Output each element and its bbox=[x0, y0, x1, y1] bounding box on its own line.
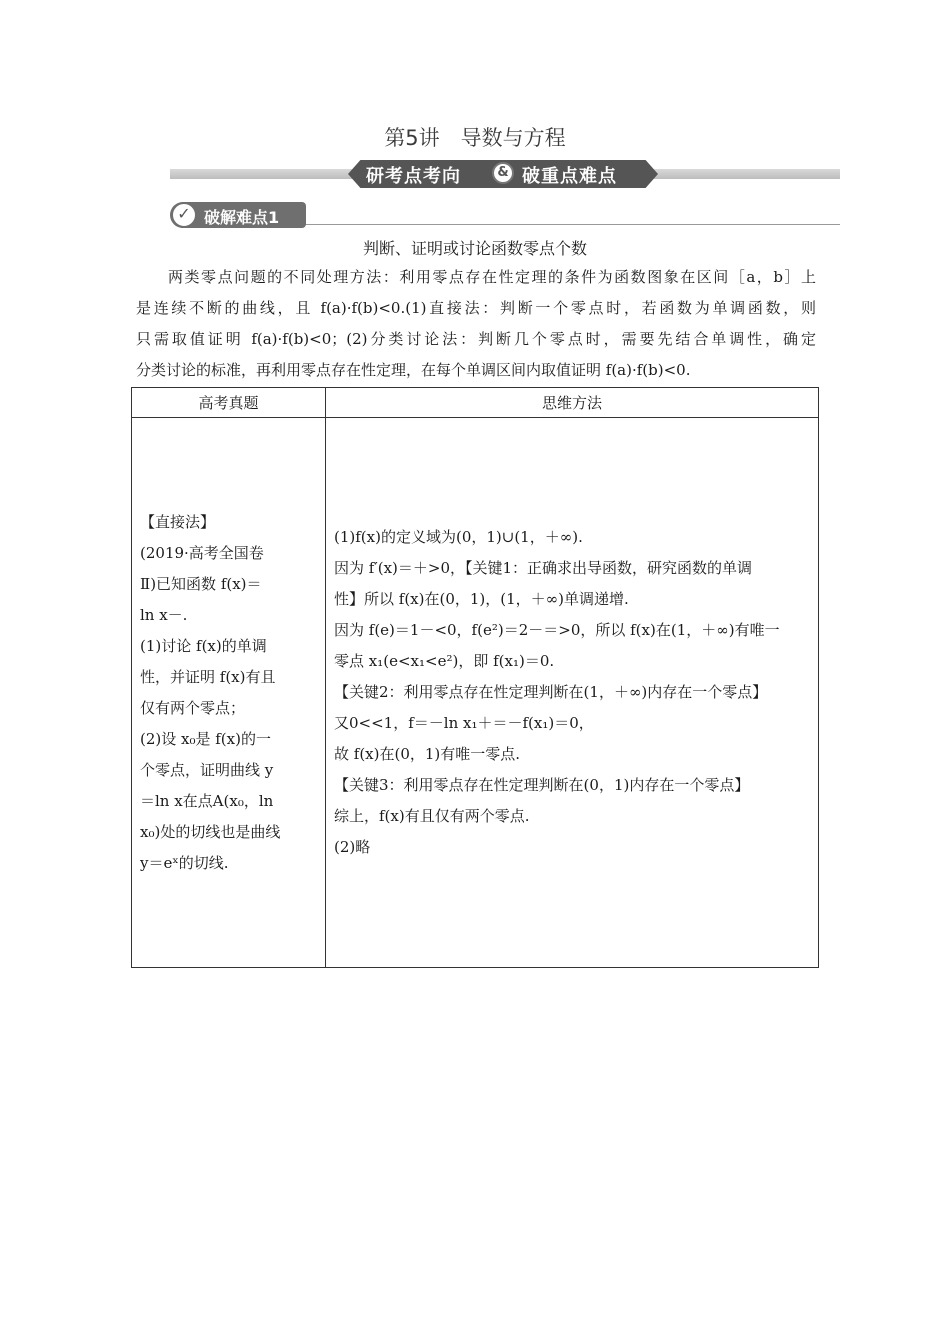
question-line: 性，并证明 f(x)有且 bbox=[140, 667, 276, 686]
banner-right-text: 破重点难点 bbox=[522, 166, 617, 187]
banner-and-icon: & bbox=[492, 162, 514, 184]
method-line: 零点 x₁(e<x₁<e²)，即 f(x₁)＝0. bbox=[334, 652, 555, 670]
table-header-row bbox=[132, 388, 819, 418]
topic-subtitle: 判断、证明或讨论函数零点个数 bbox=[362, 239, 587, 258]
header-thinking-method: 思维方法 bbox=[326, 388, 819, 418]
intro-line: 只需取值证明 f(a)·f(b)<0；(2)分类讨论法：判断几个零点时，需要先结合单调性，确定 bbox=[136, 330, 816, 348]
question-line: (2019·高考全国卷 bbox=[140, 543, 264, 562]
method-line: 【关键2：利用零点存在性定理判断在(1，＋∞)内存在一个零点】 bbox=[334, 683, 768, 701]
page-title: 第5讲 导数与方程 bbox=[384, 126, 566, 150]
exam-question-cell bbox=[132, 418, 326, 968]
question-line: y＝eˣ的切线. bbox=[140, 853, 229, 872]
section-label: 破解难点1 bbox=[204, 208, 280, 227]
intro-line: 分类讨论的标准，再利用零点存在性定理，在每个单调区间内取值证明 f(a)·f(b)<0. bbox=[136, 361, 691, 379]
question-line: 仅有两个零点； bbox=[140, 698, 246, 717]
method-line: 性】所以 f(x)在(0，1)，(1，＋∞)单调递增. bbox=[334, 590, 629, 608]
method-line: 综上，f(x)有且仅有两个零点. bbox=[334, 807, 530, 825]
question-line: Ⅱ)已知函数 f(x)＝ bbox=[140, 574, 262, 593]
section-rule bbox=[300, 224, 840, 225]
question-line: (1)讨论 f(x)的单调 bbox=[140, 636, 267, 655]
method-line: 因为 f(e)＝1－<0，f(e²)＝2－＝>0，所以 f(x)在(1，＋∞)有唯一 bbox=[334, 621, 780, 639]
method-line: (2)略 bbox=[334, 838, 371, 856]
header-exam-questions: 高考真题 bbox=[132, 388, 326, 418]
intro-line: 两类零点问题的不同处理方法：利用零点存在性定理的条件为函数图象在区间［a，b］上 bbox=[168, 268, 816, 286]
method-line: 又0<<1，f＝－ln x₁＋＝－f(x₁)＝0， bbox=[334, 714, 594, 732]
thinking-method-cell bbox=[326, 418, 819, 968]
method-line: 因为 f′(x)＝＋>0，【关键1：正确求出导函数，研究函数的单调 bbox=[334, 559, 753, 577]
intro-paragraph bbox=[136, 262, 816, 386]
question-line: ln x－. bbox=[140, 605, 188, 624]
method-line: 【关键3：利用零点存在性定理判断在(0，1)内存在一个零点】 bbox=[334, 776, 750, 794]
table-row bbox=[132, 418, 819, 968]
banner-left-text: 研考点考向 bbox=[366, 166, 461, 187]
check-icon: ✓ bbox=[171, 202, 197, 228]
method-line: (1)f(x)的定义域为(0，1)∪(1，＋∞). bbox=[334, 528, 583, 546]
intro-line: 是连续不断的曲线，且 f(a)·f(b)<0.(1)直接法：判断一个零点时，若函数为单调函数，则 bbox=[136, 299, 816, 317]
exam-method-table bbox=[131, 387, 819, 968]
question-line: 【直接法】 bbox=[140, 512, 216, 531]
question-line: x₀)处的切线也是曲线 bbox=[140, 822, 281, 841]
question-line: 个零点，证明曲线 y bbox=[140, 760, 274, 779]
question-line: (2)设 x₀是 f(x)的一 bbox=[140, 729, 271, 748]
question-line: ＝ln x在点A(x₀，ln bbox=[140, 791, 274, 810]
difficulty-section-header bbox=[170, 202, 840, 228]
section-banner bbox=[170, 160, 840, 188]
method-line: 故 f(x)在(0，1)有唯一零点. bbox=[334, 745, 521, 763]
